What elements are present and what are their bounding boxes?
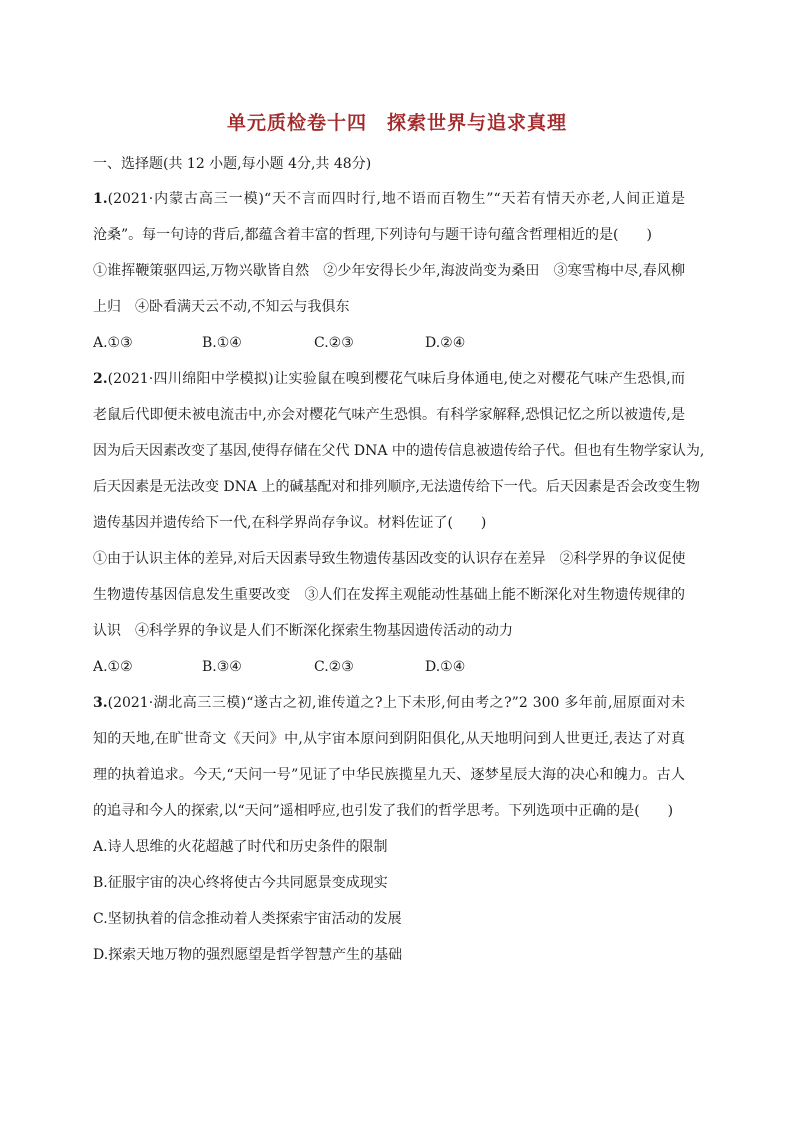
question-1-option-a: A.①③ bbox=[93, 335, 133, 351]
question-1-option-c: C.②③ bbox=[314, 335, 354, 351]
question-1-option-b: B.①④ bbox=[202, 335, 242, 351]
question-2-line-5: 遗传基因并遗传给下一代,在科学界尚存争议。材料佐证了( ) bbox=[93, 515, 487, 531]
question-1-option-d: D.②④ bbox=[425, 335, 466, 351]
question-2-options bbox=[93, 658, 513, 676]
question-1-line-2: 沧桑”。每一句诗的背后,都蕴含着丰富的哲理,下列诗句与题干诗句蕴含哲理相近的是( ) bbox=[93, 227, 652, 243]
question-2-line-3: 因为后天因素改变了基因,使得存储在父代 DNA 中的遗传信息被遗传给子代。但也有生物学家认为, bbox=[93, 443, 705, 459]
question-3-line-1: 3.(2021·湖北高三三模)“遂古之初,谁传道之?上下未形,何由考之?”2 300 多年前,屈原面对未 bbox=[93, 695, 685, 711]
question-2-line-4: 后天因素是无法改变 DNA 上的碱基配对和排列顺序,无法遗传给下一代。后天因素是否会改变生物 bbox=[93, 479, 700, 495]
question-2-option-c: C.②③ bbox=[314, 659, 354, 675]
question-3-option-a: A.诗人思维的火花超越了时代和历史条件的限制 bbox=[93, 839, 388, 855]
question-2-number: 2. bbox=[93, 371, 108, 387]
question-1-choices-line-2: 上归 ④卧看满天云不动,不知云与我俱东 bbox=[93, 299, 350, 315]
question-2-line-2: 老鼠后代即便未被电流击中,亦会对樱花气味产生恐惧。有科学家解释,恐惧记忆之所以被遗传,是 bbox=[93, 407, 685, 423]
question-3-option-b: B.征服宇宙的决心终将使古今共同愿景变成现实 bbox=[93, 875, 388, 891]
question-3-line-2: 知的天地,在旷世奇文《天问》中,从宇宙本原问到阴阳俱化,从天地明问到人世更迁,表达了对真 bbox=[93, 731, 685, 747]
question-1-line-1: 1.(2021·内蒙古高三一模)“天不言而四时行,地不语而百物生”“天若有情天亦老,人间正道是 bbox=[93, 191, 685, 207]
question-3-line-4: 的追寻和今人的探索,以“天问”遥相呼应,也引发了我们的哲学思考。下列选项中正确的是( ) bbox=[93, 803, 674, 819]
question-1-options bbox=[93, 334, 513, 352]
question-3-option-c: C.坚韧执着的信念推动着人类探索宇宙活动的发展 bbox=[93, 911, 402, 927]
question-2-option-b: B.③④ bbox=[202, 659, 242, 675]
question-1-number: 1. bbox=[93, 191, 108, 207]
question-2-line-1: 2.(2021·四川绵阳中学模拟)让实验鼠在嗅到樱花气味后身体通电,使之对樱花气味产生恐惧,而 bbox=[93, 371, 685, 387]
question-2-choices-line-1: ①由于认识主体的差异,对后天因素导致生物遗传基因改变的认识存在差异 ②科学界的争议促使 bbox=[93, 551, 686, 567]
question-3-number: 3. bbox=[93, 695, 108, 711]
section-heading: 一、选择题(共 12 小题,每小题 4分,共 48分) bbox=[93, 156, 372, 172]
page-title: 单元质检卷十四 探索世界与追求真理 bbox=[226, 112, 567, 134]
question-2-choices-line-3: 认识 ④科学界的争议是人们不断深化探索生物基因遗传活动的动力 bbox=[93, 623, 513, 639]
question-2-choices-line-2: 生物遗传基因信息发生重要改变 ③人们在发挥主观能动性基础上能不断深化对生物遗传规律的 bbox=[93, 587, 685, 603]
question-2-option-d: D.①④ bbox=[425, 659, 466, 675]
question-3-option-d: D.探索天地万物的强烈愿望是哲学智慧产生的基础 bbox=[93, 947, 403, 963]
question-3-line-3: 理的执着追求。今天,“天问一号”见证了中华民族揽星九天、逐梦星辰大海的决心和魄力。古人 bbox=[93, 767, 685, 783]
question-1-choices-line-1: ①谁挥鞭策驱四运,万物兴歇皆自然 ②少年安得长少年,海波尚变为桑田 ③寒雪梅中尽,春风柳 bbox=[93, 263, 685, 279]
question-2-option-a: A.①② bbox=[93, 659, 133, 675]
